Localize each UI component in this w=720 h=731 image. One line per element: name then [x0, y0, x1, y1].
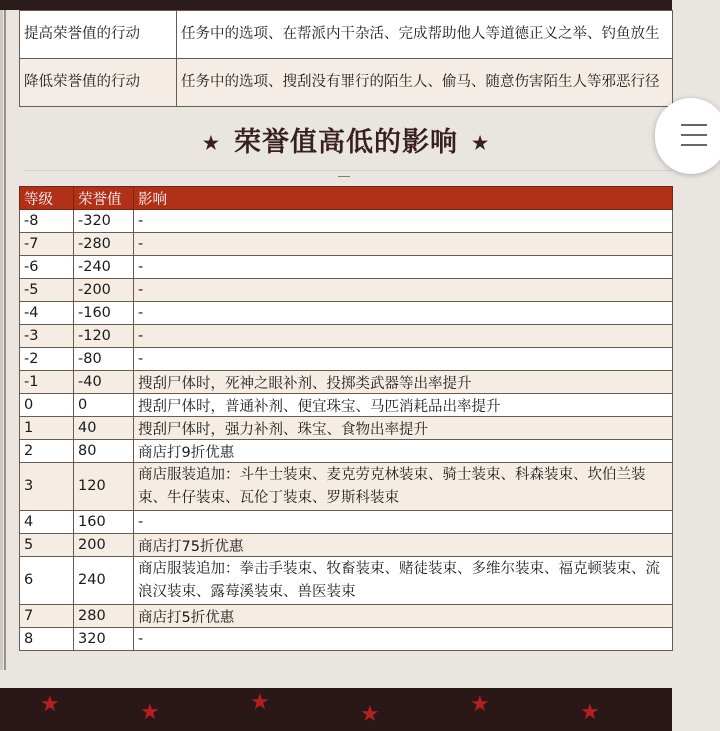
- menu-bar: [681, 144, 707, 146]
- cell-effect: 搜刮尸体时，死神之眼补剂、投掷类武器等出率提升: [134, 371, 673, 394]
- table-row: [20, 628, 673, 651]
- cell-value: 0: [74, 394, 134, 417]
- cell-level: 5: [20, 534, 74, 557]
- table-row: [20, 417, 673, 440]
- cell-value: 80: [74, 440, 134, 463]
- cell-value: -280: [74, 233, 134, 256]
- table-row: [20, 557, 673, 605]
- cell-effect: -: [134, 511, 673, 534]
- star-icon: ★: [202, 133, 220, 154]
- cell-level: -1: [20, 371, 74, 394]
- menu-button[interactable]: [655, 98, 720, 174]
- table-header-row: [20, 187, 673, 210]
- cell-value: 200: [74, 534, 134, 557]
- header-level: 等级: [20, 187, 74, 210]
- action-label: 降低荣誉值的行动: [20, 59, 177, 107]
- cell-effect: -: [134, 302, 673, 325]
- cell-value: -200: [74, 279, 134, 302]
- cell-value: 120: [74, 463, 134, 511]
- cell-value: -160: [74, 302, 134, 325]
- left-rule: [4, 10, 6, 670]
- table-row: [20, 302, 673, 325]
- table-row: [20, 233, 673, 256]
- action-label: 提高荣誉值的行动: [20, 11, 177, 59]
- cell-effect: 商店服装追加：拳击手装束、牧畜装束、赌徒装束、多维尔装束、福克顿装束、流浪汉装束、露莓溪装束、兽医装束: [134, 557, 673, 605]
- cell-level: 1: [20, 417, 74, 440]
- cell-level: -5: [20, 279, 74, 302]
- cell-value: 320: [74, 628, 134, 651]
- table-row: [20, 210, 673, 233]
- cell-effect: 商店打9折优惠: [134, 440, 673, 463]
- action-description: 任务中的选项、在帮派内干杂活、完成帮助他人等道德正义之举、钓鱼放生: [177, 11, 673, 59]
- cell-effect: -: [134, 256, 673, 279]
- bottom-banner: [0, 688, 672, 731]
- cell-level: -8: [20, 210, 74, 233]
- cell-level: 8: [20, 628, 74, 651]
- cell-value: 280: [74, 605, 134, 628]
- cell-level: 0: [20, 394, 74, 417]
- star-decoration-icon: ★: [140, 700, 160, 725]
- cell-level: 6: [20, 557, 74, 605]
- cell-value: -320: [74, 210, 134, 233]
- table-row: [20, 325, 673, 348]
- table-row: [20, 605, 673, 628]
- table-row: [20, 279, 673, 302]
- table-row: [20, 463, 673, 511]
- table-row: [20, 371, 673, 394]
- cell-effect: -: [134, 210, 673, 233]
- star-icon: ★: [472, 133, 490, 154]
- left-border: [0, 10, 3, 670]
- honor-level-table: [19, 186, 673, 651]
- table-row: [20, 440, 673, 463]
- cell-value: 160: [74, 511, 134, 534]
- cell-effect: 搜刮尸体时，普通补剂、便宜珠宝、马匹消耗品出率提升: [134, 394, 673, 417]
- cell-level: 2: [20, 440, 74, 463]
- cell-value: 240: [74, 557, 134, 605]
- cell-effect: 搜刮尸体时，强力补剂、珠宝、食物出率提升: [134, 417, 673, 440]
- star-decoration-icon: ★: [580, 700, 600, 725]
- cell-value: 40: [74, 417, 134, 440]
- honor-action-row: [20, 59, 673, 107]
- action-description: 任务中的选项、搜刮没有罪行的陌生人、偷马、随意伤害陌生人等邪恶行径: [177, 59, 673, 107]
- star-decoration-icon: ★: [470, 692, 490, 717]
- cell-effect: 商店打75折优惠: [134, 534, 673, 557]
- honor-action-row: [20, 11, 673, 59]
- cell-effect: 商店服装追加：斗牛士装束、麦克劳克林装束、骑士装束、科森装束、坎伯兰装束、牛仔装束、瓦伦丁装束、罗斯科装束: [134, 463, 673, 511]
- section-title: [0, 120, 692, 159]
- cell-level: -7: [20, 233, 74, 256]
- cell-effect: -: [134, 348, 673, 371]
- cell-effect: 商店打5折优惠: [134, 605, 673, 628]
- star-decoration-icon: ★: [360, 702, 380, 727]
- cell-value: -240: [74, 256, 134, 279]
- cell-effect: -: [134, 628, 673, 651]
- cell-level: 4: [20, 511, 74, 534]
- honor-actions-table: [19, 10, 673, 107]
- star-decoration-icon: ★: [250, 690, 270, 715]
- table-row: [20, 394, 673, 417]
- top-banner-strip: [0, 0, 672, 10]
- menu-bar: [681, 124, 707, 126]
- cell-effect: -: [134, 233, 673, 256]
- cell-level: -6: [20, 256, 74, 279]
- table-row: [20, 511, 673, 534]
- cell-effect: -: [134, 279, 673, 302]
- cell-level: -2: [20, 348, 74, 371]
- star-decoration-icon: ★: [40, 692, 60, 717]
- cell-value: -120: [74, 325, 134, 348]
- header-effect: 影响: [134, 187, 673, 210]
- cell-level: -4: [20, 302, 74, 325]
- header-value: 荣誉值: [74, 187, 134, 210]
- cell-level: 3: [20, 463, 74, 511]
- cell-value: -40: [74, 371, 134, 394]
- title-caret-decoration: [338, 168, 350, 177]
- table-row: [20, 348, 673, 371]
- cell-level: -3: [20, 325, 74, 348]
- section-title-text: 荣誉值高低的影响: [234, 127, 458, 158]
- table-row: [20, 256, 673, 279]
- menu-bar: [681, 134, 707, 136]
- cell-value: -80: [74, 348, 134, 371]
- cell-effect: -: [134, 325, 673, 348]
- cell-level: 7: [20, 605, 74, 628]
- table-row: [20, 534, 673, 557]
